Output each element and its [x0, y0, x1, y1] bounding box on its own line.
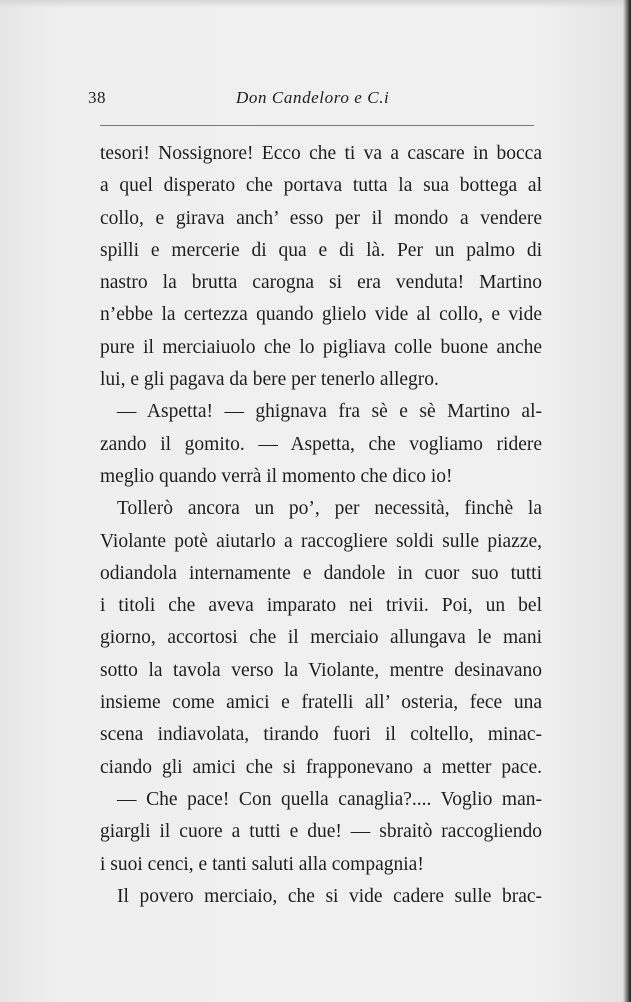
text-line: spilli e mercerie di qua e di là. Per un palmo di	[100, 239, 542, 261]
text-line: insieme come amici e fratelli all’ osteria, fece una	[100, 692, 542, 714]
text-line: tesori! Nossignore! Ecco che ti va a cascare in bocca	[100, 143, 542, 164]
text-line: scena indiavolata, tirando fuori il coltello, minac-	[100, 724, 542, 746]
text-line: — Che pace! Con quella canaglia?.... Voglio man-	[117, 788, 542, 810]
text-line: Il povero merciaio, che si vide cadere sulle brac-	[117, 885, 542, 907]
text-line: ciando gli amici che si frapponevano a metter pace.	[100, 756, 542, 778]
text-line: pure il merciaiuolo che lo pigliava colle buone anche	[100, 336, 542, 358]
text-line: Violante potè aiutarlo a raccogliere soldi sulle piazze,	[100, 530, 542, 552]
running-title: Don Candeloro e C.i	[236, 88, 390, 107]
text-line: i titoli che aveva imparato nei trivii. Poi, un bel	[100, 595, 542, 617]
body-text	[100, 138, 542, 913]
text-line: collo, e girava anch’ esso per il mondo a vendere	[100, 207, 542, 229]
text-line: Tollerò ancora un po’, per necessità, finchè la	[117, 498, 542, 520]
page-header	[88, 88, 534, 112]
page-binding-edge	[623, 0, 631, 1002]
text-line: i suoi cenci, e tanti saluti alla compagnia!	[100, 853, 424, 875]
text-line: giorno, accortosi che il merciaio allungava le mani	[100, 627, 542, 649]
page-number: 38	[88, 88, 106, 107]
text-line: zando il gomito. — Aspetta, che vogliamo ridere	[100, 433, 542, 455]
text-line: a quel disperato che portava tutta la sua bottega al	[100, 175, 542, 197]
text-line: sotto la tavola verso la Violante, mentre desinavano	[100, 659, 542, 681]
text-line: odiandola internamente e dandole in cuor suo tutti	[100, 562, 542, 584]
text-line: — Aspetta! — ghignava fra sè e sè Martino al-	[117, 401, 542, 423]
text-line: giargli il cuore a tutti e due! — sbraitò raccogliendo	[100, 821, 542, 843]
text-line: lui, e gli pagava da bere per tenerlo allegro.	[100, 369, 439, 391]
page-top-shadow	[0, 0, 631, 8]
text-line: meglio quando verrà il momento che dico io!	[100, 465, 453, 487]
header-rule	[100, 125, 534, 126]
text-line: n’ebbe la certezza quando glielo vide al collo, e vide	[100, 304, 542, 326]
text-line: nastro la brutta carogna si era venduta! Martino	[100, 272, 542, 294]
